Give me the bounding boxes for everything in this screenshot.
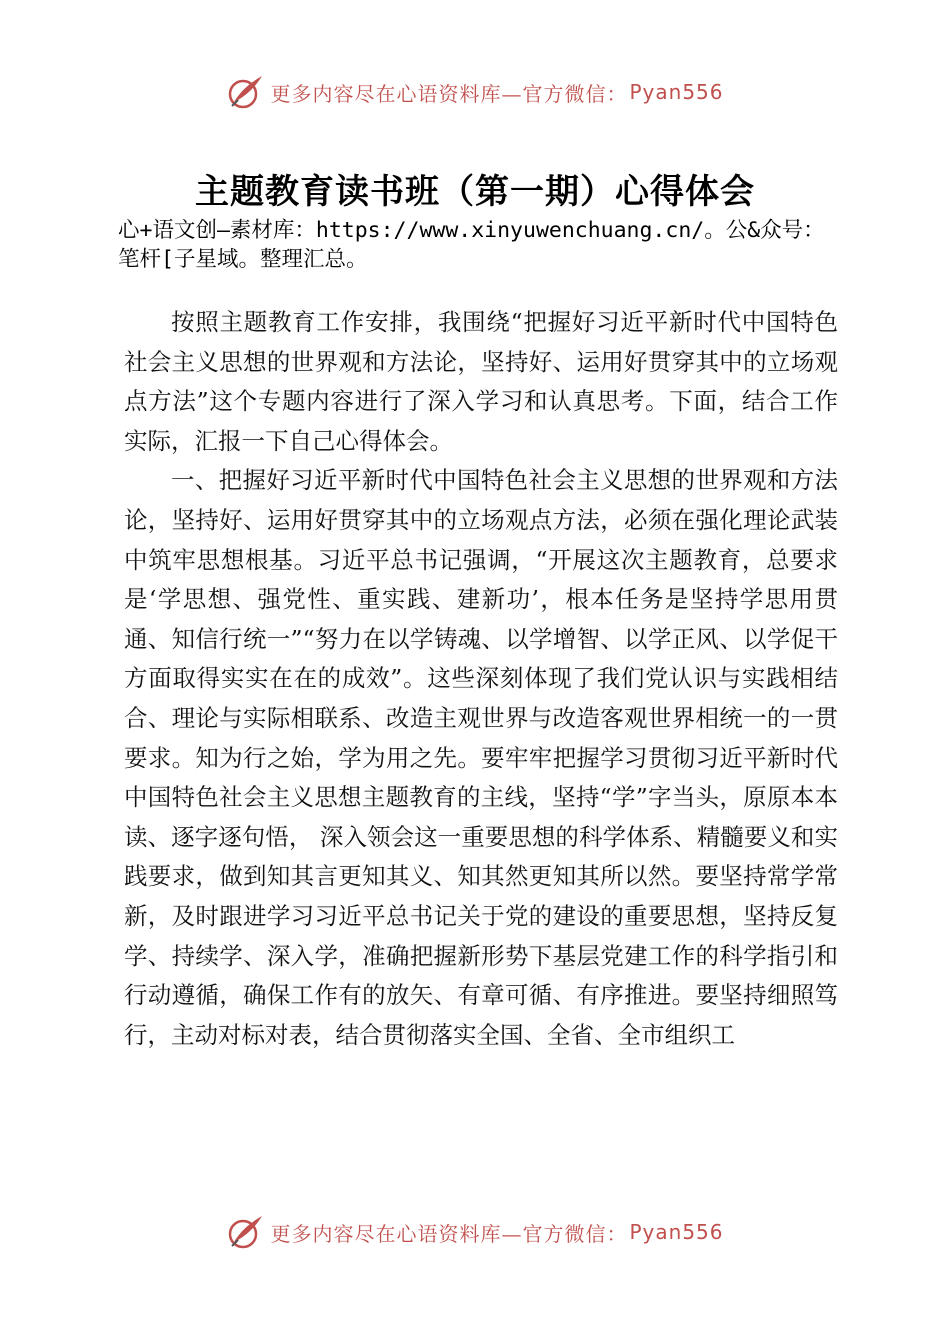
- banner-wechat-id: Pyan556: [629, 80, 724, 104]
- body-paragraph: 按照主题教育工作安排，我围绕“把握好习近平新时代中国特色社会主义思想的世界观和方法论，坚持好、运用好贯穿其中的立场观点方法”这个专题内容进行了深入学习和认真思考。下面，结合工作实际，汇报一下自己心得体会。: [124, 308, 838, 455]
- document-body: [124, 303, 838, 1055]
- footer-banner: [0, 1210, 950, 1254]
- header-banner: [0, 70, 950, 114]
- banner-text: 更多内容尽在心语资料库—官方微信：: [270, 81, 628, 106]
- quill-pen-logo-icon: [226, 1212, 266, 1252]
- document-title: 主题教育读书班（第一期）心得体会: [195, 172, 755, 212]
- banner-wechat-id: Pyan556: [629, 1220, 724, 1244]
- source-note: 心+语文创—素材库：https://www.xinyuwenchuang.cn/。公&众号：笔杆[子星域。整理汇总。: [118, 218, 825, 272]
- body-paragraph: 一、把握好习近平新时代中国特色社会主义思想的世界观和方法论，坚持好、运用好贯穿其中的立场观点方法，必须在强化理论武装中筑牢思想根基。习近平总书记强调，“开展这次主题教育，总要求是‘学思想、强党性、重实践、建新功’，根本任务是坚持学思用贯通、知信行统一”“努力在以学铸魂、以学增智、以学正风、以学促干方面取得实实在在的成效”。这些深刻体现了我们党认识与实践相结合、理论与实际相联系、改造主观世界与改造客观世界相统一的一贯要求。知为行之始，学为用之先。要牢牢把握学习贯彻习近平新时代中国特色社会主义思想主题教育的主线，坚持“学”字当头，原原本本读、逐字逐句悟， 深入领会这一重要思想的科学体系、精髓要义和实践要求，做到知其言更知其义、知其然更知其所以然。要坚持常学常新，及时跟进学习习近平总书记关于党的建设的重要思想，坚持反复学、持续学、深入学，准确把握新形势下基层党建工作的科学指引和行动遵循，确保工作有的放矢、有章可循、有序推进。要坚持细照笃行，主动对标对表，结合贯彻落实全国、全省、全市组织工: [124, 466, 838, 1049]
- quill-pen-logo-icon: [226, 72, 266, 112]
- banner-text: 更多内容尽在心语资料库—官方微信：: [270, 1221, 628, 1246]
